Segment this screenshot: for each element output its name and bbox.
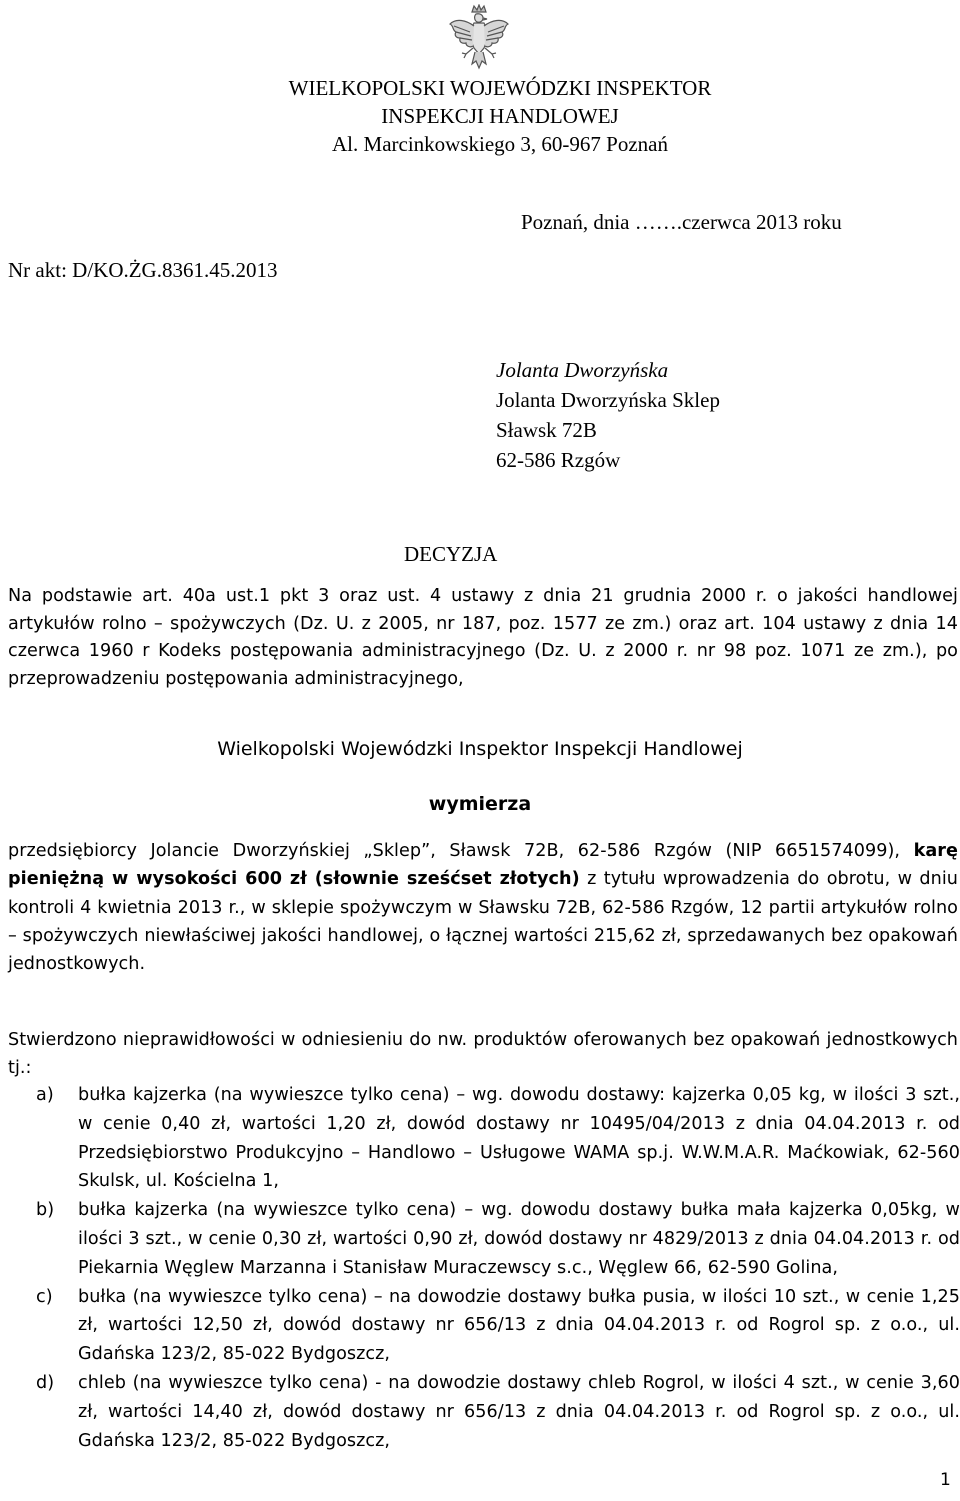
header-line-3: Al. Marcinkowskiego 3, 60-967 Poznań [332,132,668,156]
list-item-text: bułka (na wywieszce tylko cena) – na dowodzie dostawy bułka pusia, w ilości 10 szt., w cenie 1,25 zł, wartości 12,50 zł, dowód dostawy nr 656/13 z dnia 04.04.2013 r. od Rogrol sp. z o.o., ul. Gdańska 123/2, 85-022 Bydgoszcz, [78,1286,960,1365]
list-item-text: chleb (na wywieszce tylko cena) - na dowodzie dostawy chleb Rogrol, w ilości 4 szt., w cenie 3,60 zł, wartości 14,40 zł, dowód dostawy nr 656/13 z dnia 04.04.2013 r. od Rogrol sp. z o.o., ul. Gdańska 123/2, 85-022 Bydgoszcz, [78,1372,960,1451]
addressee-name: Jolanta Dworzyńska [496,358,669,382]
list-item-marker: c) [36,1286,53,1307]
date-line: Poznań, dnia …….czerwca 2013 roku [521,210,842,234]
list-item-text: bułka kajzerka (na wywieszce tylko cena) – wg. dowodu dostawy: kajzerka 0,05 kg, w ilości 3 szt., w cenie 0,40 zł, wartości 1,20 zł, dowód dostawy nr 10495/04/2013 z dnia 04.04.2013 r. od Przedsiębiorstwo Produkcyjno – Handlowo – Usługowe WAMA sp.j. W.W.M.A.R. Maćkowiak, 62-560 Skulsk, ul. Kościelna 1, [78,1085,960,1192]
header-line-1: WIELKOPOLSKI WOJEWÓDZKI INSPEKTOR [288,76,712,100]
list-item [8,1196,960,1282]
decision-verb: wymierza [428,793,532,815]
findings-intro-paragraph [8,1026,958,1083]
list-item [8,1283,960,1369]
addressee-street: Sławsk 72B [496,418,597,442]
list-item-marker: b) [36,1200,55,1221]
findings-list [8,1081,960,1455]
penalty-text-2: z tytułu wprowadzenia do obrotu, w dniu kontroli 4 kwietnia 2013 r. [8,869,958,918]
legal-basis-text: Na podstawie art. 40a ust.1 pkt 3 oraz ust. 4 ustawy z dnia 21 grudnia 2000 r. o jakości handlowej artykułów rolno – spożywczych (Dz. U. z 2005, nr 187, poz. 1577 ze zm.) oraz art. 104 ustawy z dnia 14 czerwca 1960 r Kodeks postępowania administracyjnego (Dz. U. z 2000 r. nr 98 poz. 1071 ze zm.), po przeprowadzeniu postępowania administracyjnego, [8,586,958,690]
addressee-company: Jolanta Dworzyńska Sklep [496,388,720,412]
list-item-marker: a) [36,1085,54,1105]
header-line-2: INSPEKCJI HANDLOWEJ [381,104,619,128]
penalty-text-1: przedsiębiorcy Jolancie Dworzyńskiej „Sklep”, Sławsk 72B, 62-586 Rzgów (NIP 6651574099), [8,841,914,861]
page-number: 1 [940,1470,951,1490]
list-item-marker: d) [36,1372,55,1393]
authority-header [180,74,820,158]
list-item [8,1369,960,1455]
findings-intro-text: Stwierdzono nieprawidłowości w odniesieniu do nw. produktów oferowanych bez opakowań jednostkowych tj.: [8,1030,958,1079]
penalty-amount: karę pieniężną w wysokości 600 zł (słownie sześćset złotych) [8,841,958,890]
penalty-paragraph [8,837,958,978]
eagle-emblem-icon [448,4,510,74]
legal-basis-paragraph [8,583,958,694]
addressee-city: 62-586 Rzgów [496,448,621,472]
list-item-text: bułka kajzerka (na wywieszce tylko cena) – wg. dowodu dostawy bułka mała kajzerka 0,05kg, w ilości 3 szt., w cenie 0,30 zł, wartości 0,90 zł, dowód dostawy nr 4829/2013 z dnia 04.04.2013 r. od Piekarnia Węglew Marzanna i Stanisław Muraczewscy s.c., Węglew 66, 62-590 Golina, [78,1200,960,1278]
penalty-text-3: , w sklepie spożywczym w Sławsku 72B, 62-586 Rzgów, 12 partii artykułów rolno – spożywczych niewłaściwej jakości handlowej, o łącznej wartości 215,62 zł, sprzedawanych bez opakowań jednostkowych. [8,897,958,975]
list-item [8,1081,960,1196]
addressee-block [496,355,720,475]
file-number: Nr akt: D/KO.ŻG.8361.45.2013 [8,258,278,282]
decision-title: DECYZJA [404,542,498,566]
authority-name: Wielkopolski Wojewódzki Inspektor Inspekcji Handlowej [217,738,743,760]
